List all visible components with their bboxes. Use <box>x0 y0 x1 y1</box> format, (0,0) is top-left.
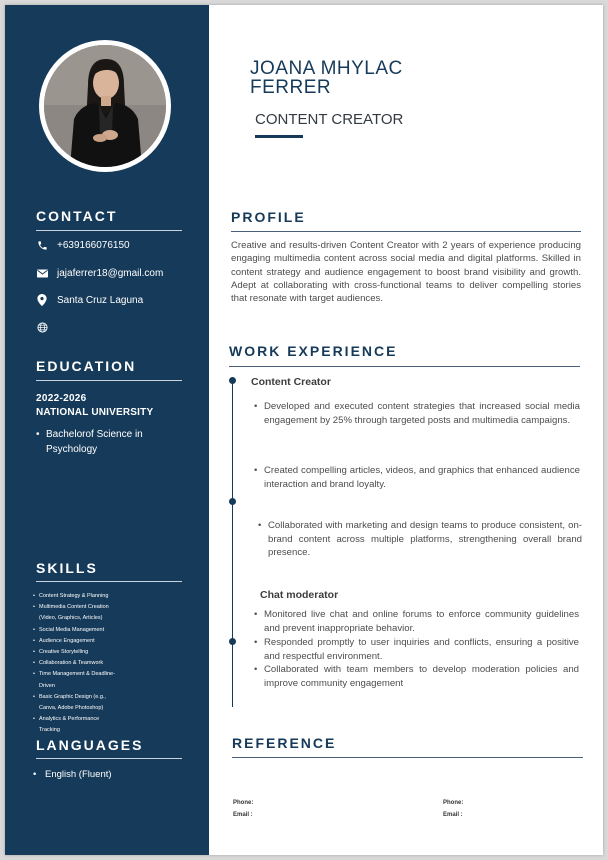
skills-list <box>33 591 183 737</box>
globe-icon <box>36 321 48 333</box>
contact-heading: CONTACT <box>36 208 118 224</box>
profile-photo <box>44 45 166 167</box>
candidate-title: CONTENT CREATOR <box>255 111 404 128</box>
education-years: 2022-2026 <box>36 393 87 404</box>
work-rule <box>229 366 580 367</box>
list-item: • Basic Graphic Design (e.g., <box>33 692 183 703</box>
list-item: • Analytics & Performance <box>33 714 183 725</box>
timeline-dot <box>229 498 236 505</box>
list-item: • Social Media Management <box>33 625 183 636</box>
profile-photo-frame <box>39 40 171 172</box>
skills-heading: SKILLS <box>36 560 98 576</box>
list-item: Tracking <box>39 727 60 734</box>
list-item: (Video, Graphics, Articles) <box>39 615 103 622</box>
name-line-1: JOANA MHYLAC <box>250 58 403 79</box>
reference-rule <box>232 757 583 758</box>
job-2-bullet-1: • Monitored live chat and online forums to enforce community guidelines and prevent inappropriate behavior. <box>254 608 579 635</box>
job-1-bullet-3: • Collaborated with marketing and design teams to produce consistent, on-brand content across multiple platforms, strengthening overall brand presence. <box>258 519 582 560</box>
timeline-dot <box>229 377 236 384</box>
languages-rule <box>36 758 182 759</box>
profile-text: Creative and results-driven Content Creator with 2 years of experience producing engaging multimedia content across social media and digital platforms. Skilled in content strategy and audience engagement to boost brand visibility and growth. Adept at collaborating with cross-functional teams to deliver compelling stories that resonate with target audiences. <box>231 240 581 305</box>
job-1-bullet-2: • Created compelling articles, videos, and graphics that enhanced audience interaction and brand loyalty. <box>254 464 580 491</box>
timeline-line <box>232 378 233 707</box>
reference-1-email-label: Email : <box>233 812 253 818</box>
reference-2-email-label: Email : <box>443 812 463 818</box>
job-title-1: Content Creator <box>251 376 331 388</box>
list-item: • Multimedia Content Creation <box>33 602 183 613</box>
reference-heading: REFERENCE <box>232 735 337 751</box>
education-rule <box>36 380 182 381</box>
job-2-bullet-3: • Collaborated with team members to develop moderation policies and improve community engagement <box>254 663 579 690</box>
list-item: Canva, Adobe Photoshop) <box>39 705 104 712</box>
title-underline <box>255 135 303 138</box>
profile-rule <box>231 231 581 232</box>
language-item: • English (Fluent) <box>33 769 112 780</box>
work-heading: WORK EXPERIENCE <box>229 343 398 359</box>
location-pin-icon <box>36 294 48 306</box>
location-text: Santa Cruz Laguna <box>57 294 144 306</box>
list-item: • Content Strategy & Planning <box>33 591 183 602</box>
list-item: • Audience Engagement <box>33 636 183 647</box>
list-item: • Collaboration & Teamwork <box>33 658 183 669</box>
phone-text[interactable]: +639166076150 <box>57 239 130 251</box>
resume-page <box>5 5 603 855</box>
job-2-bullet-2: • Responded promptly to user inquiries and conflicts, ensuring a positive and respectful environment. <box>254 636 579 663</box>
phone-icon <box>36 239 48 251</box>
name-line-2: FERRER <box>250 77 332 98</box>
contact-location <box>36 294 143 306</box>
contact-phone <box>36 239 130 251</box>
languages-heading: LANGUAGES <box>36 737 144 753</box>
mail-icon <box>36 267 48 279</box>
contact-email <box>36 267 163 279</box>
contact-website <box>36 321 57 333</box>
reference-1-phone-label: Phone: <box>233 800 254 806</box>
list-item: Driven <box>39 682 55 689</box>
contact-rule <box>36 230 182 231</box>
list-item: • Time Management & Deadline- <box>33 669 183 680</box>
reference-2-phone-label: Phone: <box>443 800 464 806</box>
education-degree: • Bachelorof Science in Psychology <box>36 427 176 457</box>
education-school: NATIONAL UNIVERSITY <box>36 407 154 418</box>
email-text[interactable]: jajaferrer18@gmail.com <box>57 267 164 279</box>
list-item: • Creative Storytelling <box>33 647 183 658</box>
candidate-name <box>250 59 403 97</box>
education-heading: EDUCATION <box>36 358 137 374</box>
job-title-2: Chat moderator <box>260 589 339 601</box>
skills-rule <box>36 581 182 582</box>
job-1-bullet-1: • Developed and executed content strategies that increased social media engagement by 25% through targeted posts and multimedia campaigns. <box>254 400 580 427</box>
timeline-dot <box>229 638 236 645</box>
sidebar <box>5 5 209 855</box>
profile-heading: PROFILE <box>231 209 306 225</box>
